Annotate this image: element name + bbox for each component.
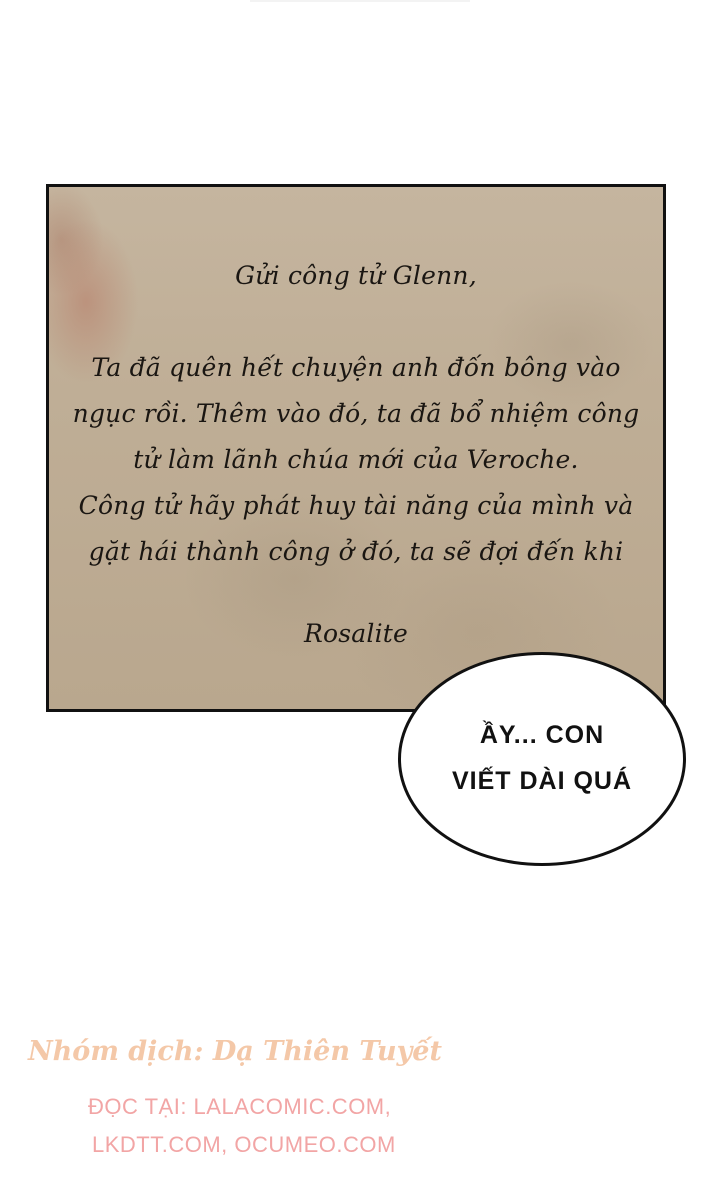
letter-line: Công tử hãy phát huy tài năng của mình và	[78, 491, 634, 520]
read-at-credit: LKDTT.COM, OCUMEO.COM	[92, 1132, 396, 1157]
letter-signature: Rosalite	[303, 619, 409, 648]
speech-bubble-line: VIẾT DÀI QUÁ	[451, 767, 633, 795]
letter-line: ngục rồi. Thêm vào đó, ta đã bổ nhiệm công	[72, 399, 640, 428]
speech-bubble	[398, 652, 686, 866]
letter-line: Ta đã quên hết chuyện anh đốn bông vào	[91, 353, 621, 382]
letter-line: gặt hái thành công ở đó, ta sẽ đợi đến khi	[88, 537, 624, 566]
letter-greeting: Gửi công tử Glenn,	[235, 261, 477, 290]
read-at-credit: ĐỌC TẠI: LALACOMIC.COM,	[88, 1094, 392, 1119]
letter-panel	[46, 184, 666, 712]
letter-line: tử làm lãnh chúa mới của Veroche.	[133, 445, 579, 474]
translation-group-credit: Nhóm dịch: Dạ Thiên Tuyết	[28, 1036, 442, 1067]
speech-bubble-line: ẦY... CON	[479, 721, 605, 749]
top-divider	[250, 0, 470, 2]
